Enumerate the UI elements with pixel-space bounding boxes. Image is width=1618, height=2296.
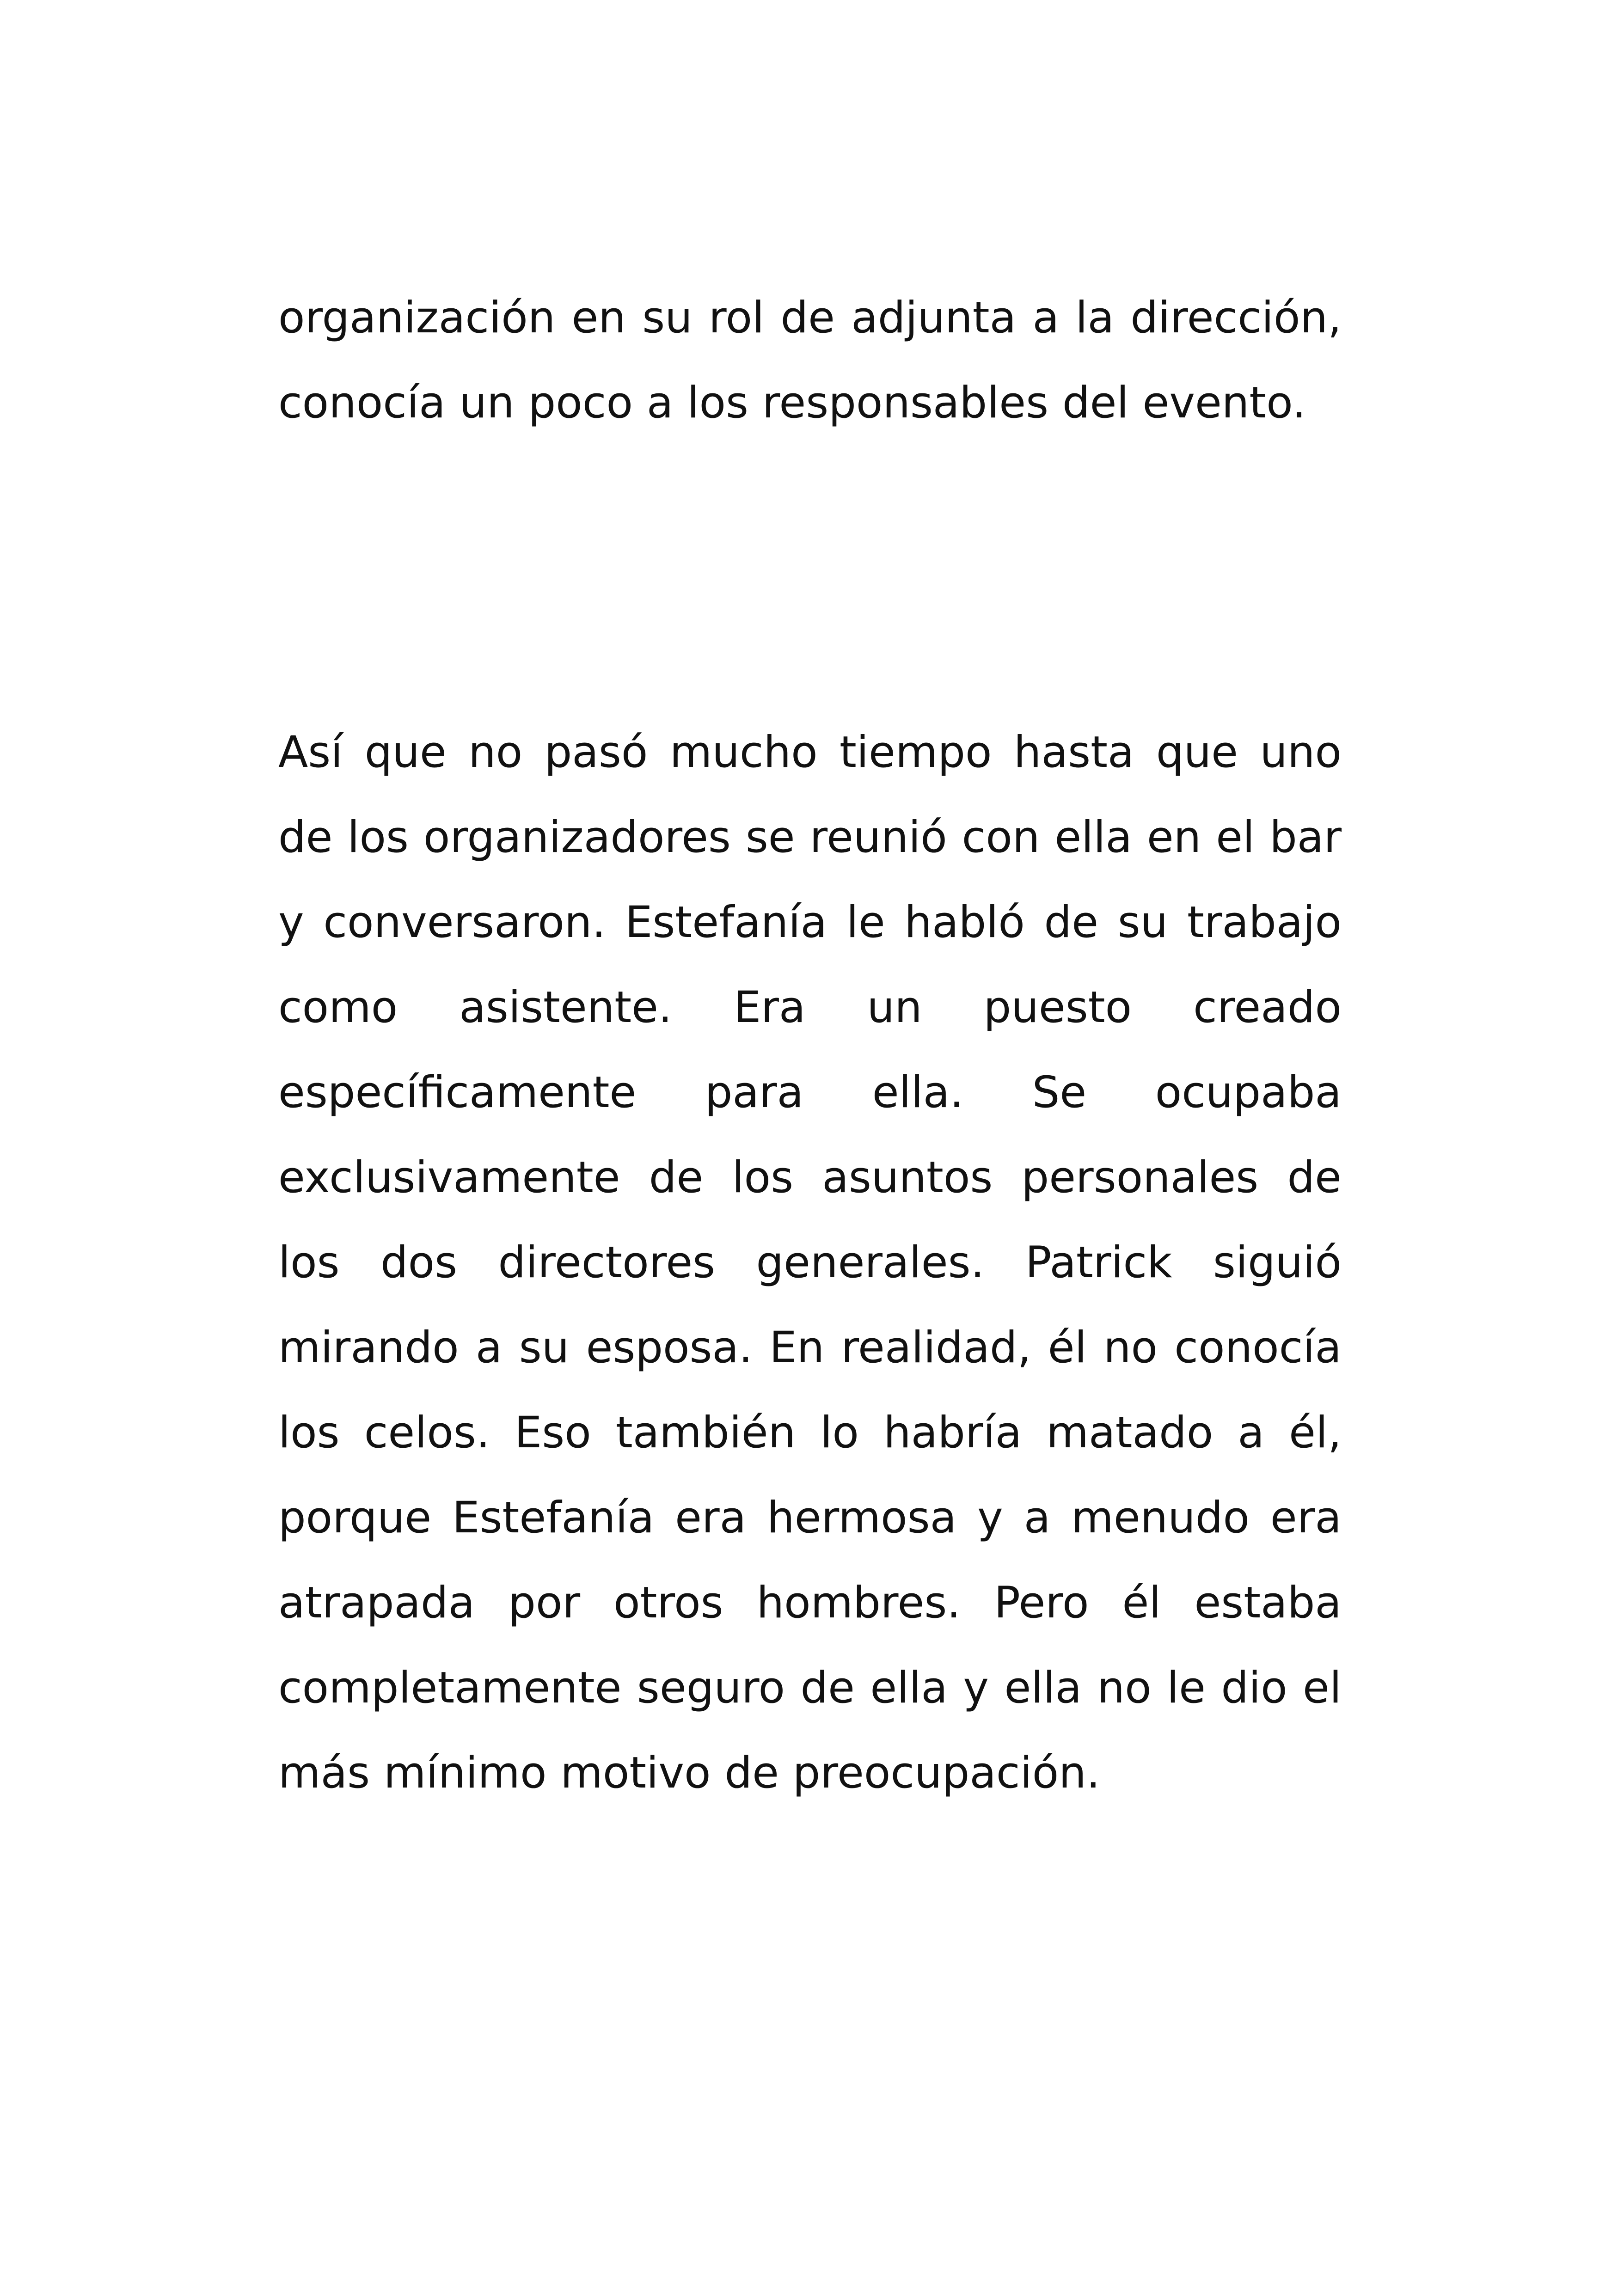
paragraph-continuation: organización en su rol de adjunta a la dirección, conocía un poco a los responsables del evento.	[278, 293, 1342, 428]
paragraph-main: Así que no pasó mucho tiempo hasta que uno de los organizadores se reunió con ella en el bar y conversaron. Estefanía le habló de su trabajo como asistente. Era un puesto creado específicamente para ella. Se ocupaba exclusivamente de los asuntos personales de los dos directores generales. Patrick siguió mirando a su esposa. En realidad, él no conocía los celos. Eso también lo habría matado a él, porque Estefanía era hermosa y a menudo era atrapada por otros hombres. Pero él estaba completamente seguro de ella y ella no le dio el más mínimo motivo de preocupación.	[278, 727, 1342, 1798]
